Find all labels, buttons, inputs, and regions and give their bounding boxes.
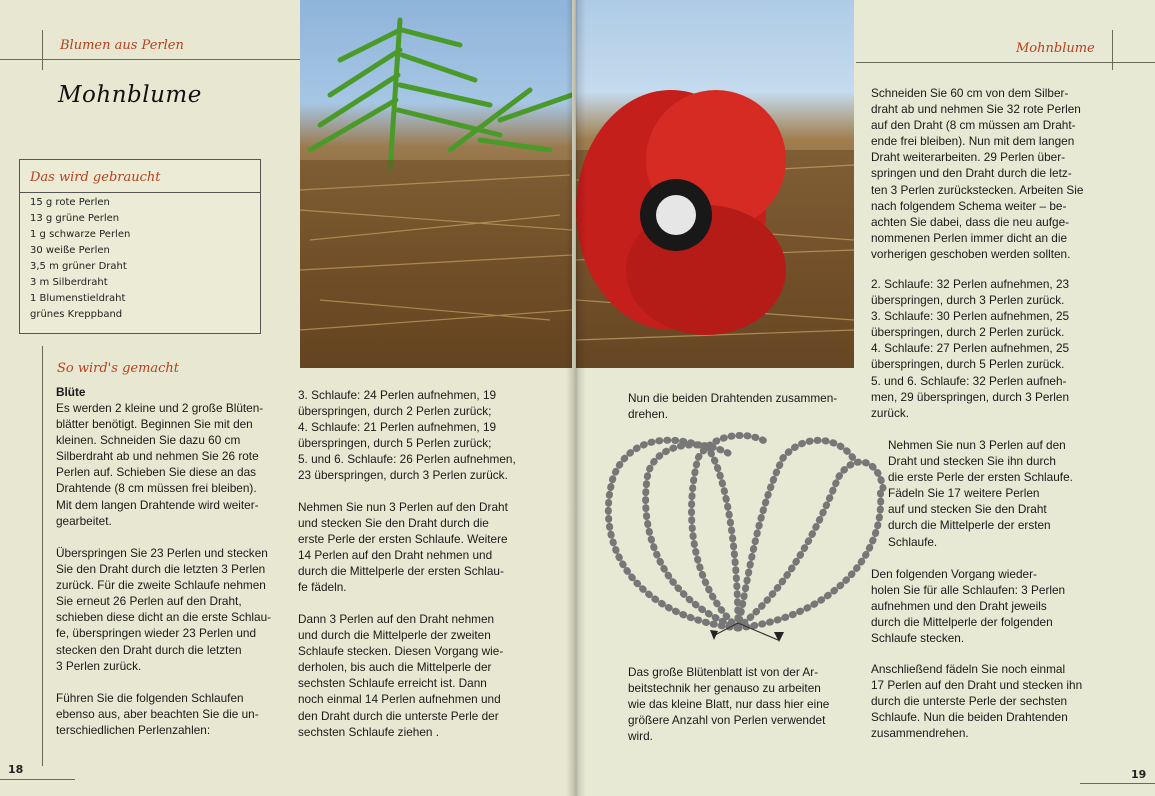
paragraph: Nehmen Sie nun 3 Perlen auf den Draht und stecken Sie den Draht durch die erste Perle der ersten Schlaufe. Weitere 14 Perlen auf den Draht nehmen und durch die Mittelperle der ersten Schlau- fe fädeln. <box>298 500 508 595</box>
materials-item: 1 g schwarze Perlen <box>30 229 131 240</box>
petal-bead-diagram <box>598 418 890 646</box>
running-head-right: Mohnblume <box>1016 41 1095 56</box>
header-rule-left <box>0 59 300 60</box>
paragraph: Anschließend fädeln Sie noch einmal 17 Perlen auf den Draht und stecken ihn durch die unterste Perle der sechsten Schlaufe. Nun die beiden Drahtenden zusammendrehen. <box>871 662 1083 741</box>
paragraph: Überspringen Sie 23 Perlen und stecken Sie den Draht durch die letzten 3 Perlen zurück. Für die zweite Schlaufe nehmen Sie erneut 26 Perlen auf den Draht, schieben diese dicht an die erste Schlau- fe, überspringen wieder 23 Perlen und stecken den Draht durch die letzten 3 Perlen zurück. <box>56 546 272 673</box>
materials-list <box>30 195 130 323</box>
header-rule-right <box>856 62 1155 63</box>
poppy-photo <box>576 0 854 368</box>
page-title: Mohnblume <box>58 82 202 108</box>
paragraph: 3. Schlaufe: 24 Perlen aufnehmen, 19 überspringen, durch 2 Perlen zurück; 4. Schlaufe: 21 Perlen aufnehmen, 19 überspringen, durch 5 Perlen zurück; 5. und 6. Schlaufe: 26 Perlen aufnehmen, 23 überspringen, durch 3 Perlen zurück. <box>298 388 516 483</box>
materials-item: 3,5 m grüner Draht <box>30 261 127 272</box>
footer-rule-right <box>1080 783 1155 784</box>
howto-heading: So wird's gemacht <box>57 361 180 376</box>
running-head-left: Blumen aus Perlen <box>60 38 184 53</box>
paragraph: Nun die beiden Drahtenden zusammen- drehen. <box>628 391 838 422</box>
subheading-bluete: Blüte <box>56 385 86 399</box>
materials-heading: Das wird gebraucht <box>30 170 161 185</box>
poppy-illustration <box>576 0 854 368</box>
book-gutter <box>566 0 586 796</box>
materials-box <box>19 159 261 334</box>
materials-item: 30 weiße Perlen <box>30 245 110 256</box>
header-tick-right <box>1112 30 1113 70</box>
materials-item: 13 g grüne Perlen <box>30 213 120 224</box>
paragraph: Nehmen Sie nun 3 Perlen auf den Draht und stecken Sie ihn durch die erste Perle der ersten Schlaufe. Fädeln Sie 17 weitere Perlen auf und stecken Sie den Draht durch die Mittelperle der ersten Schlaufe. <box>888 438 1073 549</box>
column-rule-left <box>42 346 43 766</box>
footer-rule-left <box>0 779 75 780</box>
paragraph: Das große Blütenblatt ist von der Ar- beitstechnik her genauso zu arbeiten wie das kleine Blatt, nur dass hier eine größere Anzahl von Perlen verwendet wird. <box>628 665 830 744</box>
page-number-left: 18 <box>8 763 24 776</box>
paragraph: Führen Sie die folgenden Schlaufen ebenso aus, aber beachten Sie die un- terschiedlichen Perlenzahlen: <box>56 691 259 738</box>
materials-divider <box>20 192 260 193</box>
paragraph: Dann 3 Perlen auf den Draht nehmen und durch die Mittelperle der zweiten Schlaufe stecken. Diesen Vorgang wie- derholen, bis auch die Mittelperle der sechsten Schlaufe erreicht ist. Dann noch einmal 14 Perlen aufnehmen und den Draht durch die unterste Perle der sechsten Schlaufe ziehen . <box>298 612 504 739</box>
materials-item: grünes Kreppband <box>30 309 123 320</box>
petal-diagram-illustration <box>598 418 890 646</box>
paragraph: Es werden 2 kleine und 2 große Blüten- blätter benötigt. Beginnen Sie mit den kleinen. Schneiden Sie dazu 60 cm Silberdraht ab und nehmen Sie 26 rote Perlen auf. Schieben Sie diese an das Drahtende (8 cm müssen frei bleiben). Mit dem langen Drahtende wird weiter- gearbeitet. <box>56 401 264 528</box>
paragraph: Den folgenden Vorgang wieder- holen Sie für alle Schlaufen: 3 Perlen aufnehmen und den Draht jeweils durch die Mittelperle der folgenden Schlaufe stecken. <box>871 567 1066 646</box>
header-tick-left <box>42 30 43 70</box>
materials-item: 3 m Silberdraht <box>30 277 108 288</box>
page-number-right: 19 <box>1131 768 1147 781</box>
paragraph: 2. Schlaufe: 32 Perlen aufnehmen, 23 überspringen, durch 3 Perlen zurück. 3. Schlaufe: 30 Perlen aufnehmen, 25 überspringen, durch 2 Perlen zurück. 4. Schlaufe: 27 Perlen aufnehmen, 25 überspringen, durch 5 Perlen zurück. 5. und 6. Schlaufe: 32 Perlen aufneh- men, 29 überspringen, durch 3 Perlen zurück. <box>871 277 1070 420</box>
fern-illustration <box>300 0 572 368</box>
materials-item: 15 g rote Perlen <box>30 197 110 208</box>
paragraph: Schneiden Sie 60 cm von dem Silber- draht ab und nehmen Sie 32 rote Perlen auf den Draht (8 cm müssen am Draht- ende frei bleiben). Nun mit dem langen Draht weiterarbeiten. 29 Perlen über- springen und den Draht durch die letz- ten 3 Perlen zurückstecken. Arbeiten Sie nach folgendem Schema weiter – be- achten Sie dabei, dass die neu aufge- nommenen Perlen immer dicht an die vorherigen geschoben werden sollten. <box>871 86 1084 261</box>
materials-item: 1 Blumenstieldraht <box>30 293 126 304</box>
fern-photo <box>300 0 572 368</box>
